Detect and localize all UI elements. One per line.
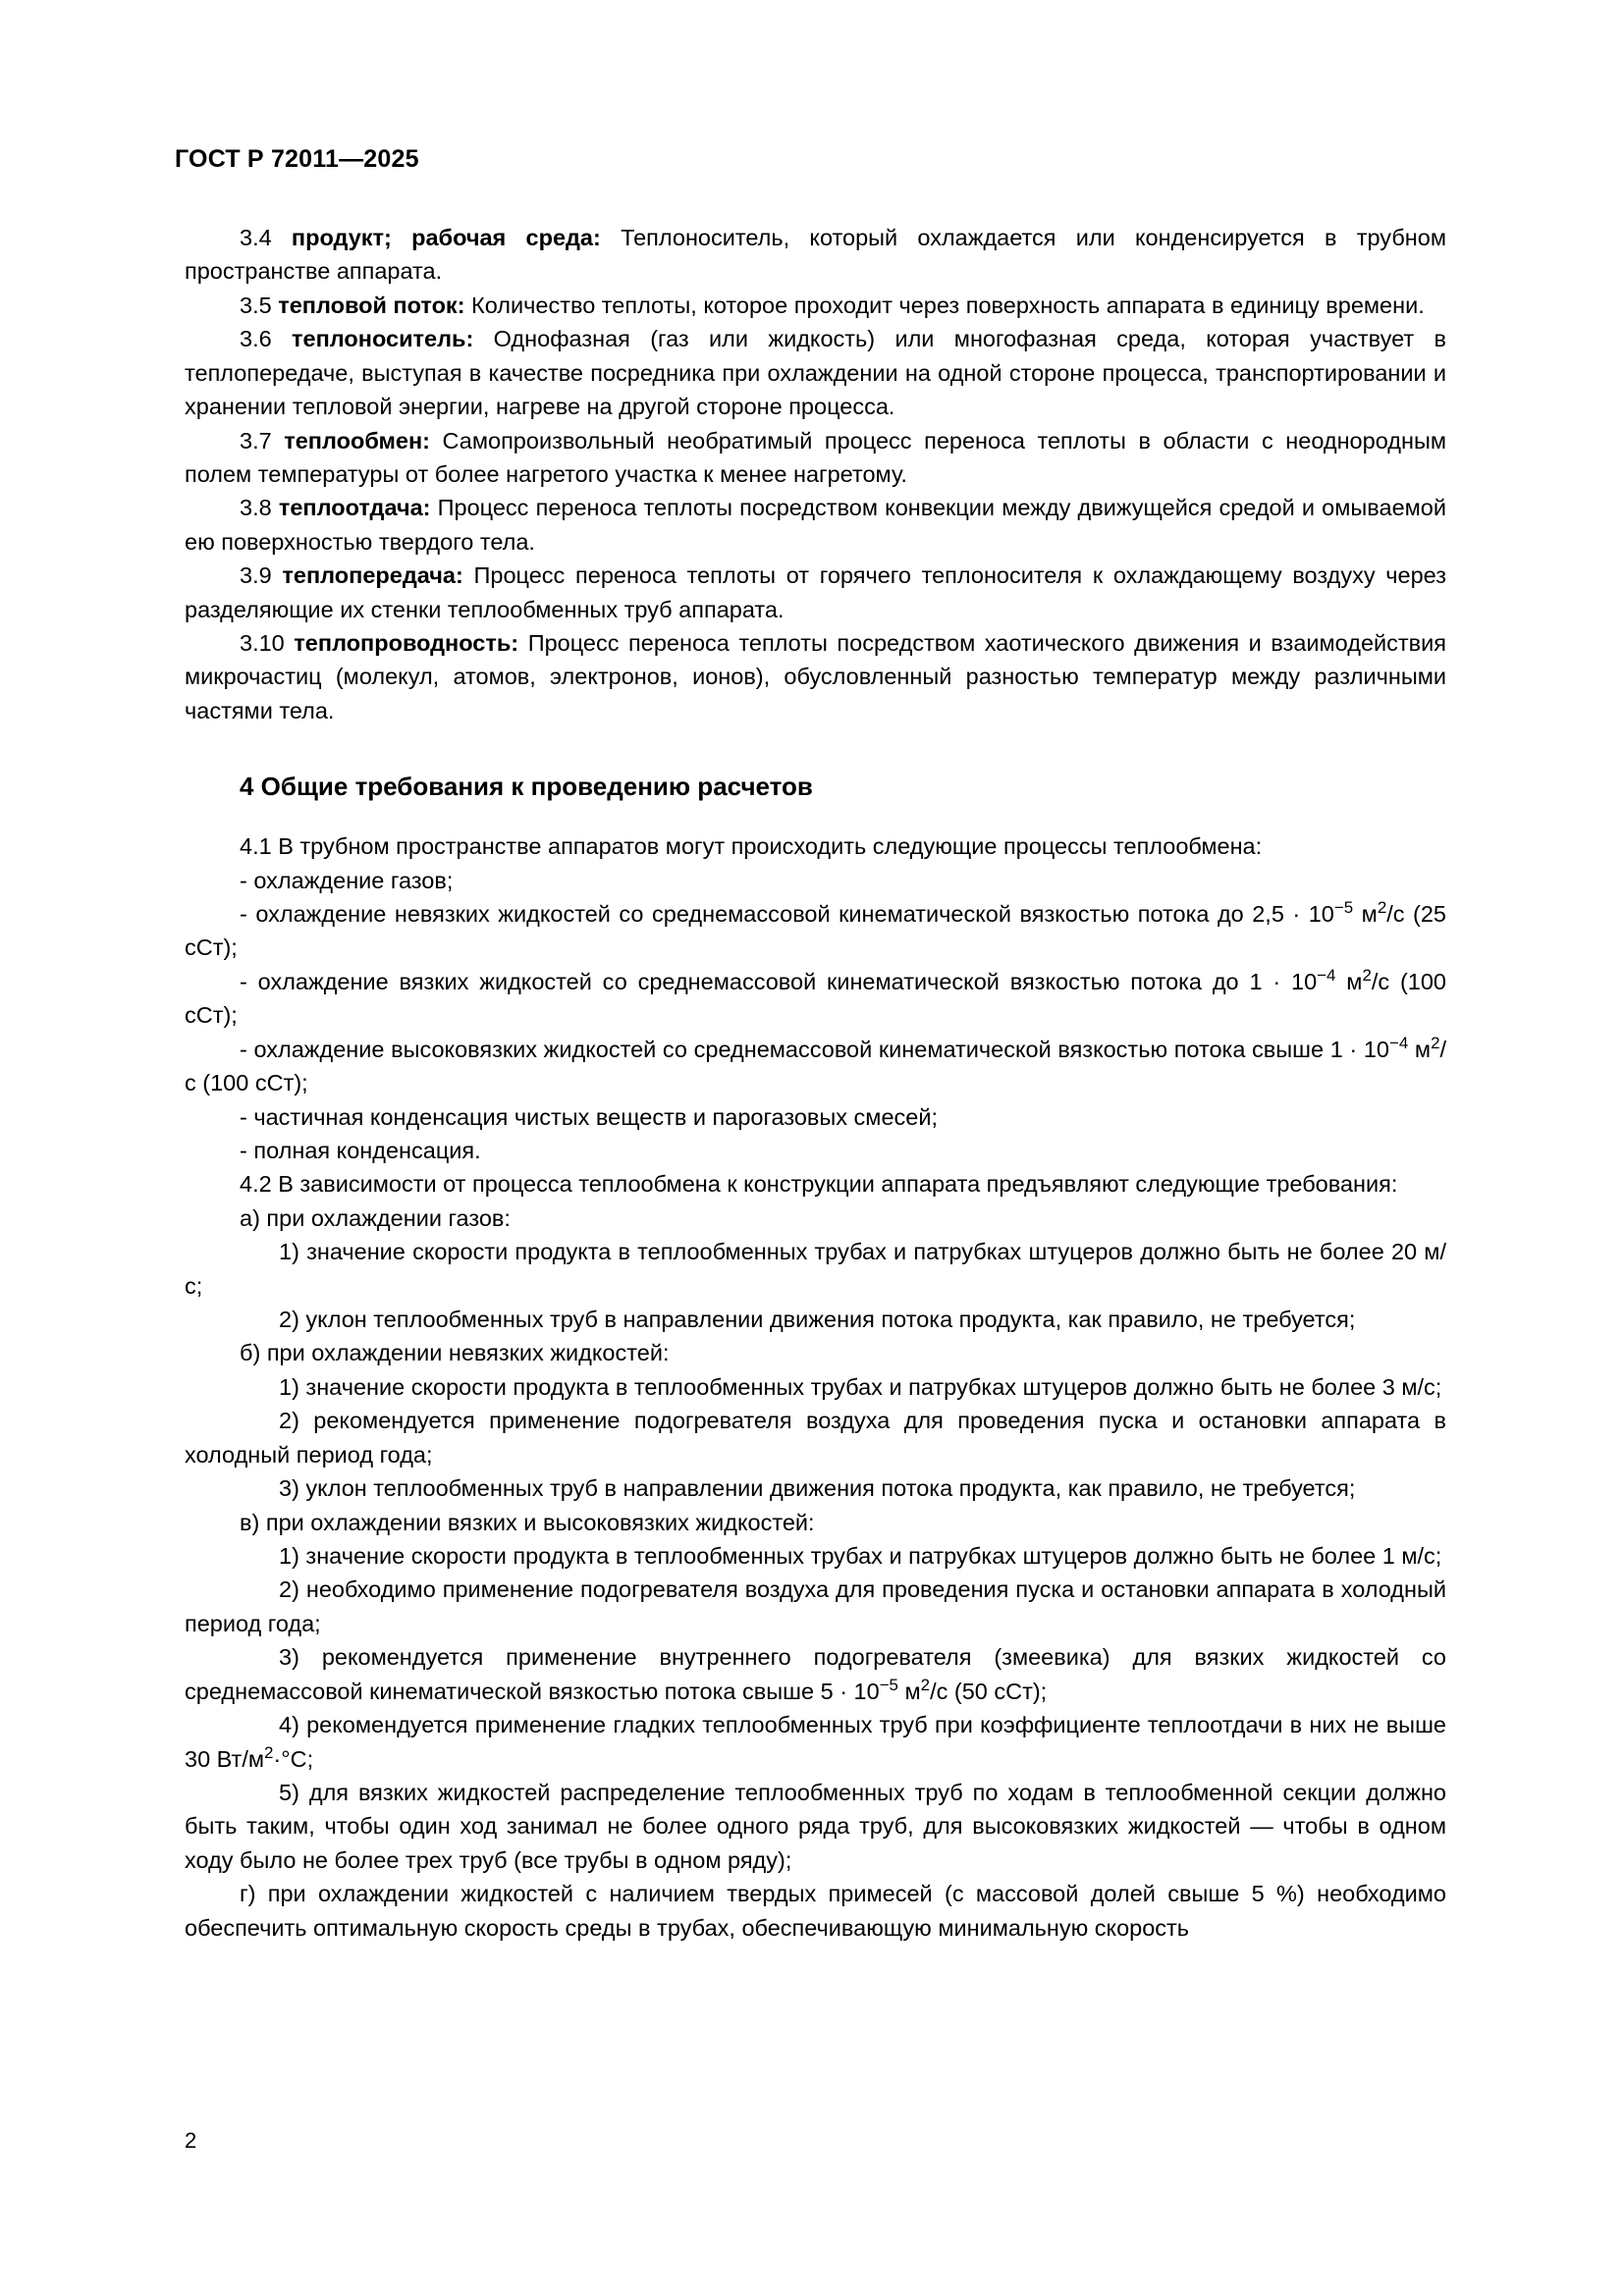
term-number: 3.10 [240,630,295,657]
item-a-1: 1) значение скорости продукта в теплообменных трубах и патрубках штуцеров должно быть не более 20 м/с; [185,1239,1446,1299]
list-item-4-1-3: - охлаждение вязких жидкостей со среднемассовой кинематической вязкостью потока до $1 \cdot 10^{-4}$ $м^2/с$ (100 сСт); [185,965,1446,1029]
term-3-10 [185,626,1446,727]
term-definition: Однофазная (газ или жидкость) или многофазная среда, которая участвует в теплопередаче, выступая в качестве посредника при охлаждении на одной стороне процесса, транспортировании и хранении тепловой энергии, нагреве на другой стороне процесса. [185,326,1446,420]
term-3-6 [185,322,1446,423]
term-number: 3.6 [240,326,293,352]
term-name: теплообмен: [284,427,430,454]
term-definition: Процесс переноса теплоты посредством конвекции между движущейся средой и омываемой ею поверхностью твердого тела. [185,495,1446,555]
term-name: теплоноситель: [292,326,474,352]
item-g: г) при охлаждении жидкостей с наличием твердых примесей (с массовой долей свыше 5 %) необходимо обеспечить оптимальную скорость среды в трубах, обеспечивающую минимальную скорость [185,1881,1446,1941]
item-v-5: 5) для вязких жидкостей распределение теплообменных труб по ходам в теплообменной секции должно быть таким, чтобы один ход занимал не более одного ряда труб, для высоковязких жидкостей — чтобы в одном ходу было не более трех труб (все трубы в одном ряду); [185,1779,1446,1873]
item-b: б) при охлаждении невязких жидкостей: [240,1340,670,1366]
item-v-3: 3) рекомендуется применение внутреннего подогревателя (змеевика) для вязких жидкостей со среднемассовой кинематической вязкостью потока свыше $5 \cdot 10^{-5}$ $м^2/с$ (50 сСт); [185,1644,1446,1704]
item-b-3: 3) уклон теплообменных труб в направлении движения потока продукта, как правило, не требуется; [279,1475,1356,1502]
term-definition: Процесс переноса теплоты посредством хаотического движения и взаимодействия микрочастиц (молекул, атомов, электронов, ионов), обусловленный разностью температур между различными частями тела. [185,630,1446,723]
term-name: теплоотдача: [278,495,431,521]
term-name: теплопроводность: [294,630,519,657]
list-item-4-1-4: - охлаждение высоковязких жидкостей со среднемассовой кинематической вязкостью потока свыше $1 \cdot 10^{-4}$ $м^2/с$ (100 сСт); [185,1033,1447,1096]
list-item-4-1-6: - полная конденсация. [240,1137,481,1163]
item-v: в) при охлаждении вязких и высоковязких жидкостей: [240,1509,815,1535]
term-number: 3.5 [240,292,279,318]
term-3-9 [185,559,1446,626]
term-number: 3.4 [240,225,292,250]
list-item-4-1-2: - охлаждение невязких жидкостей со среднемассовой кинематической вязкостью потока до $2,5 \cdot 10^{-5}$ $м^2/с$ (25 сСт); [185,898,1447,961]
paragraph-4-1: 4.1 В трубном пространстве аппаратов могут происходить следующие процессы теплообмена: [240,833,1263,860]
term-number: 3.7 [240,427,285,454]
list-item-4-1-1: - охлаждение газов; [240,867,454,893]
item-v-4: 4) рекомендуется применение гладких теплообменных труб при коэффициенте теплоотдачи в них не выше 30 $Вт/м^2\cdot^\circ С$; [185,1712,1446,1772]
term-definition: Количество теплоты, которое проходит через поверхность аппарата в единицу времени. [464,292,1425,318]
term-number: 3.9 [240,562,283,589]
item-b-1: 1) значение скорости продукта в теплообменных трубах и патрубках штуцеров должно быть не более 3 м/с; [279,1373,1442,1400]
term-3-8 [185,491,1446,559]
item-b-2: 2) рекомендуется применение подогревателя воздуха для проведения пуска и остановки аппарата в холодный период года; [185,1408,1446,1468]
paragraph-4-2: 4.2 В зависимости от процесса теплообмена к конструкции аппарата предъявляют следующие требования: [240,1171,1398,1198]
item-v-2: 2) необходимо применение подогревателя воздуха для проведения пуска и остановки аппарата в холодный период года; [185,1576,1446,1636]
term-name: продукт; рабочая среда: [291,225,601,250]
term-definition: Самопроизвольный необратимый процесс переноса теплоты в области с неоднородным полем температуры от более нагретого участка к менее нагретому. [185,427,1446,487]
term-3-5 [185,289,1446,322]
term-name: тепловой поток: [278,292,465,318]
item-a: а) при охлаждении газов: [240,1204,511,1231]
item-a-2: 2) уклон теплообменных труб в направлении движения потока продукта, как правило, не требуется; [279,1307,1356,1333]
list-item-4-1-5: - частичная конденсация чистых веществ и парогазовых смесей; [240,1103,939,1130]
page-number: 2 [185,2128,197,2153]
section-heading-4: 4 Общие требования к проведению расчетов [240,772,813,802]
page-header: ГОСТ Р 72011—2025 [175,145,419,173]
term-3-7 [185,424,1446,492]
item-v-1: 1) значение скорости продукта в теплообменных трубах и патрубках штуцеров должно быть не более 1 м/с; [279,1542,1442,1569]
term-name: теплопередача: [282,562,463,589]
term-definition: Процесс переноса теплоты от горячего теплоносителя к охлаждающему воздуху через разделяющие их стенки теплообменных труб аппарата. [185,562,1447,622]
term-3-4 [185,221,1446,289]
term-number: 3.8 [240,495,279,521]
term-definition: Теплоноситель, который охлаждается или конденсируется в трубном пространстве аппарата. [185,225,1446,285]
page-content [185,221,1446,1945]
